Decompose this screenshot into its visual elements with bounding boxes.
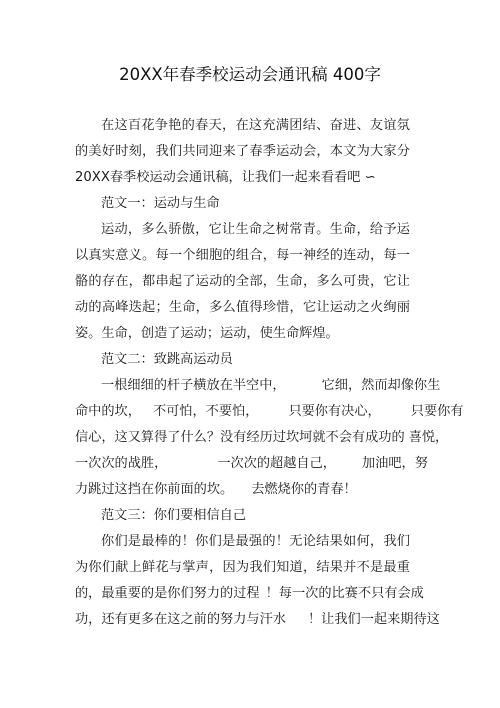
essay2-line-1-part-1: 一根细细的杆子横放在半空中， bbox=[101, 378, 286, 393]
essay2-heading: 范文二：致跳高运动员 bbox=[101, 352, 233, 367]
essay1-line-2: 以真实意义。每一个细胞的组合，每一神经的连动，每一 bbox=[75, 248, 410, 263]
essay2-line-3-part-2: 喜悦， bbox=[408, 430, 449, 445]
intro-line-2: 的美好时刻，我们共同迎来了春季运动会，本文为大家分 bbox=[75, 144, 410, 159]
essay2-line-5-part-1: 力跳过这挡在你前面的坎。 bbox=[75, 482, 234, 497]
essay2-line-5-part-2: 去燃烧你的青春！ bbox=[251, 482, 357, 497]
essay1-heading: 范文一：运动与生命 bbox=[101, 196, 220, 211]
essay2-line-2-part-2: 不可怕，不要怕， bbox=[152, 404, 259, 419]
essay3-line-4-part-1: 功，还有更多在这之前的努力与汗水 bbox=[75, 612, 286, 627]
essay2-line-4-part-1: 一次次的战胜， bbox=[75, 456, 168, 471]
essay3-line-2: 为你们献上鲜花与掌声，因为我们知道，结果并不是最重 bbox=[75, 560, 410, 575]
essay1-line-1: 运动，多么骄傲，它让生命之树常青。生命，给予运 bbox=[101, 222, 410, 237]
essay2-line-1 bbox=[101, 377, 440, 395]
essay2-line-4-part-2: 一次次的超越自己， bbox=[217, 456, 336, 471]
essay2-line-2-part-3: 只要你有决心， bbox=[288, 404, 381, 419]
essay3-line-4-part-2: ！让我们一起来期待这 bbox=[308, 612, 440, 627]
essay1-line-5: 姿。生命，创造了运动；运动，使生命辉煌。 bbox=[75, 326, 339, 341]
essay2-line-5 bbox=[75, 481, 357, 499]
essay2-line-2-part-4: 只要你有 bbox=[410, 404, 464, 419]
essay2-line-4-part-3: 加油吧，努 bbox=[362, 456, 428, 471]
essay1-line-3: 骼的存在，都串起了运动的全部，生命，多么可贵，它让 bbox=[75, 274, 410, 289]
essay3-line-3-part-1: 的，最重要的是你们努力的过程 bbox=[75, 586, 260, 601]
intro-line-3: 20XX春季校运动会通讯稿，让我们一起来看看吧 ∽ bbox=[75, 170, 376, 185]
essay2-line-2-part-1: 命中的坎， bbox=[75, 404, 141, 419]
essay2-line-3-part-1: 信心，这又算得了什么？没有经历过坎坷就不会有成功的 bbox=[75, 430, 405, 445]
document-title: 20XX年春季校运动会通讯稿 400字 bbox=[119, 65, 381, 84]
essay3-line-4 bbox=[75, 611, 440, 629]
essay2-line-2 bbox=[75, 403, 464, 421]
essay3-heading: 范文三：你们要相信自己 bbox=[101, 508, 247, 523]
essay3-line-3 bbox=[75, 585, 424, 603]
intro-line-1: 在这百花争艳的春天，在这充满团结、奋进、友谊氛 bbox=[101, 118, 410, 133]
essay2-line-3 bbox=[75, 429, 448, 447]
essay2-line-1-part-2: 它细，然而却像你生 bbox=[321, 378, 441, 393]
essay3-line-3-part-2: ！每一次的比赛不只有会成 bbox=[265, 586, 424, 601]
essay3-line-1: 你们是最棒的！你们是最强的！无论结果如何，我们 bbox=[101, 534, 410, 549]
essay2-line-4 bbox=[75, 455, 428, 473]
essay1-line-4: 动的高峰迭起；生命，多么值得珍惜，它让运动之火绚丽 bbox=[75, 300, 410, 315]
